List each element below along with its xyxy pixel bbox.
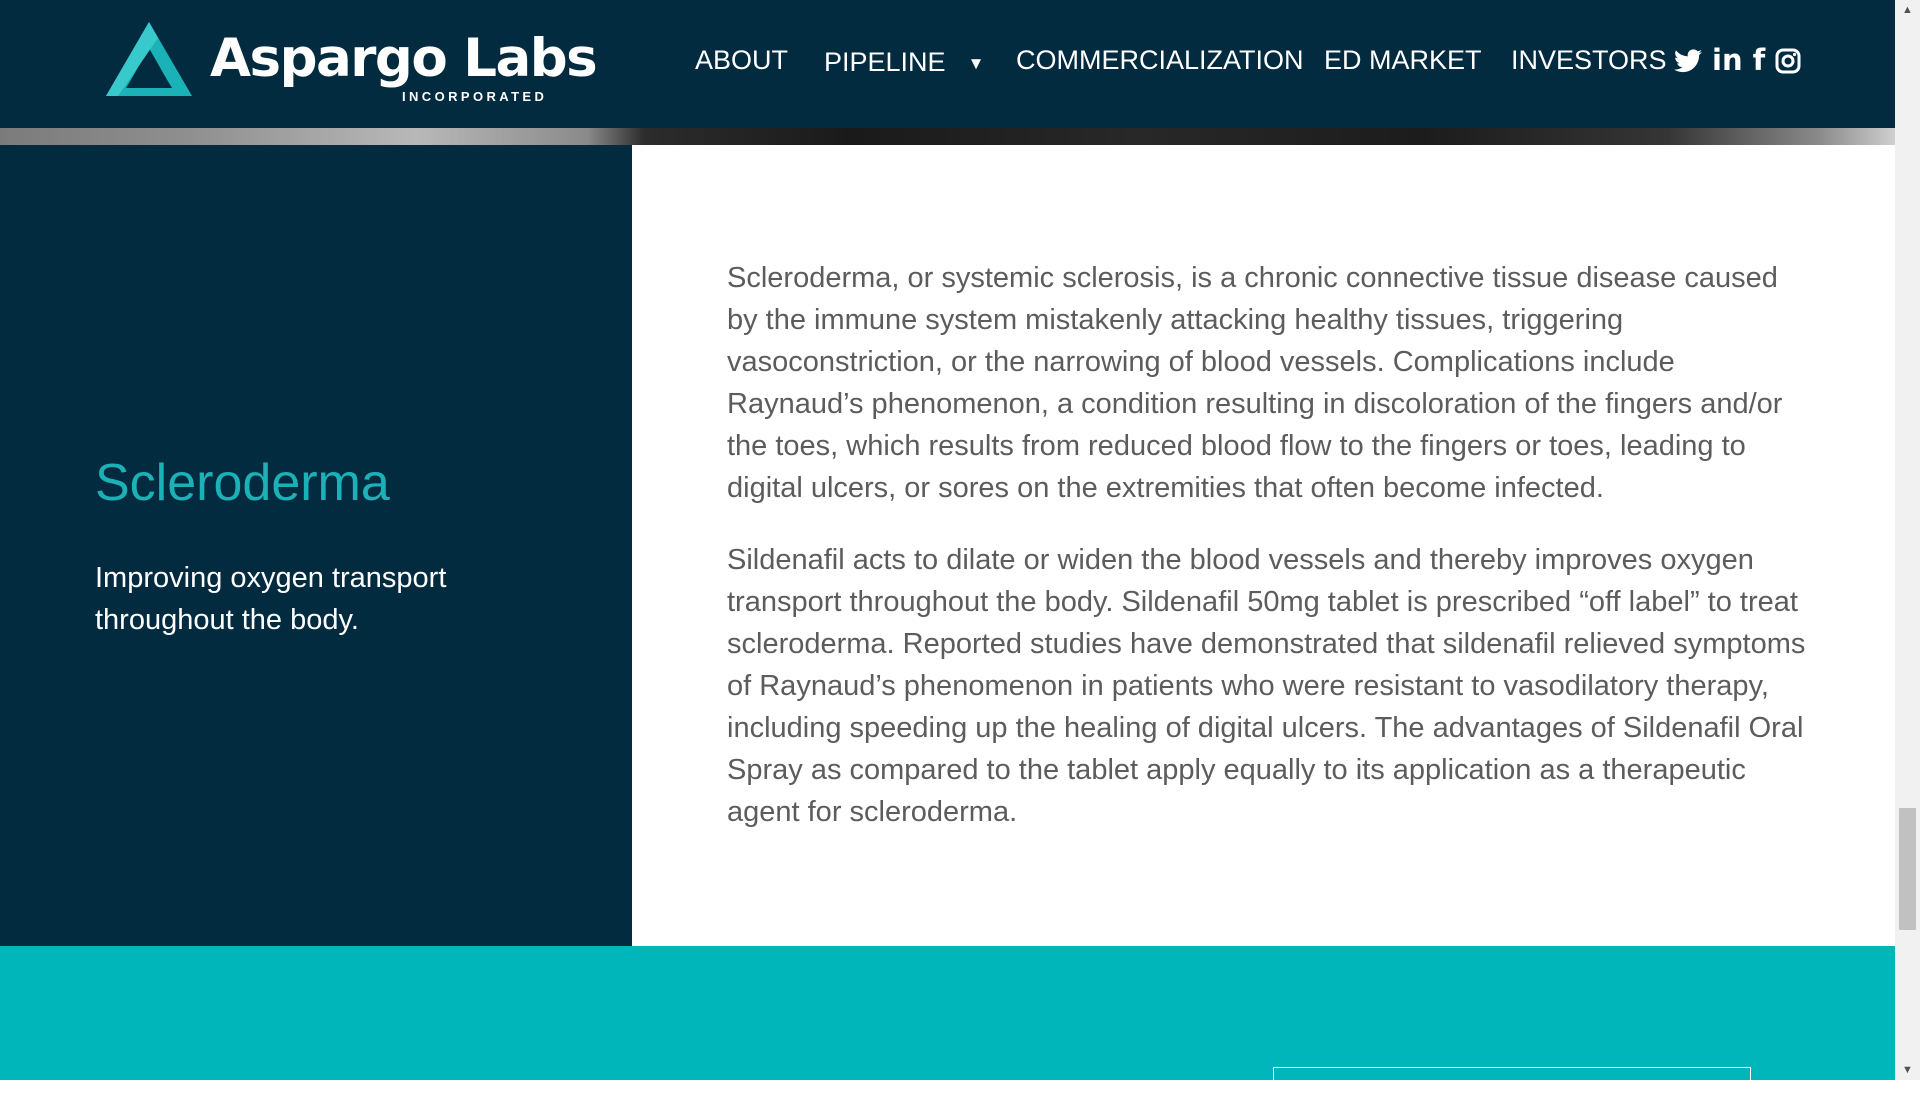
nav-item-label: ABOUT [695,45,789,75]
nav-item-label: COMMERCIALIZATION [1016,45,1304,75]
nav-item-label: ED MARKET [1324,45,1482,75]
section-body [727,257,1812,863]
nav-item-about[interactable] [695,45,788,76]
scroll-down-arrow-icon[interactable]: ▼ [1902,1064,1913,1076]
site-header [0,0,1895,128]
logo-subtitle: INCORPORATED [402,89,548,104]
scroll-up-arrow-icon[interactable]: ▲ [1902,4,1913,16]
instagram-icon[interactable] [1775,48,1801,74]
nav-item-label: PIPELINE [824,47,946,77]
social-links [1674,43,1811,77]
logo-wordmark: Aspargo Labs [210,28,597,89]
scrollbar-thumb[interactable] [1899,808,1916,930]
outlined-box[interactable] [1273,1067,1751,1107]
body-paragraph: Sildenafil acts to dilate or widen the blood vessels and thereby improves oxygen transport throughout the body. Sildenafil 50mg tablet is prescribed “off label” to treat scleroderma. Reported studies have demonstrated that sildenafil relieved symptoms of Raynaud’s phenomenon in patients who were resistant to vasodilatory therapy, including speeding up the healing of digital ulcers. The advantages of Sildenafil Oral Spray as compared to the tablet apply equally to its application as a therapeutic agent for scleroderma. [727,544,1806,828]
facebook-icon[interactable]: f [1752,43,1766,77]
section-title: Scleroderma [95,454,390,512]
body-paragraph: Scleroderma, or systemic sclerosis, is a chronic connective tissue disease caused by the immune system mistakenly attacking healthy tissues, triggering vasoconstriction, or the narrowing of blood vessels. Complications include Raynaud’s phenomenon, a condition resulting in discoloration of the fingers and/or the toes, which results from reduced blood flow to the fingers or toes, leading to digital ulcers, or sores on the extremities that often become infected. [727,262,1783,504]
triangle-mark-icon [106,22,192,98]
footer-band [0,946,1895,1080]
twitter-icon[interactable] [1674,49,1702,73]
page-scrollbar[interactable] [1895,0,1920,1080]
section-sidebar [0,145,632,946]
nav-item-pipeline[interactable] [824,47,984,78]
linkedin-icon[interactable]: in [1712,43,1743,77]
nav-item-commercialization[interactable] [1016,45,1304,76]
nav-item-label: INVESTORS [1511,45,1667,75]
nav-item-investors[interactable] [1511,45,1667,76]
nav-item-ed-market[interactable] [1324,45,1482,76]
dropdown-arrow-icon: ▼ [967,53,985,73]
section-subtitle: Improving oxygen transport throughout the body. [95,562,447,636]
